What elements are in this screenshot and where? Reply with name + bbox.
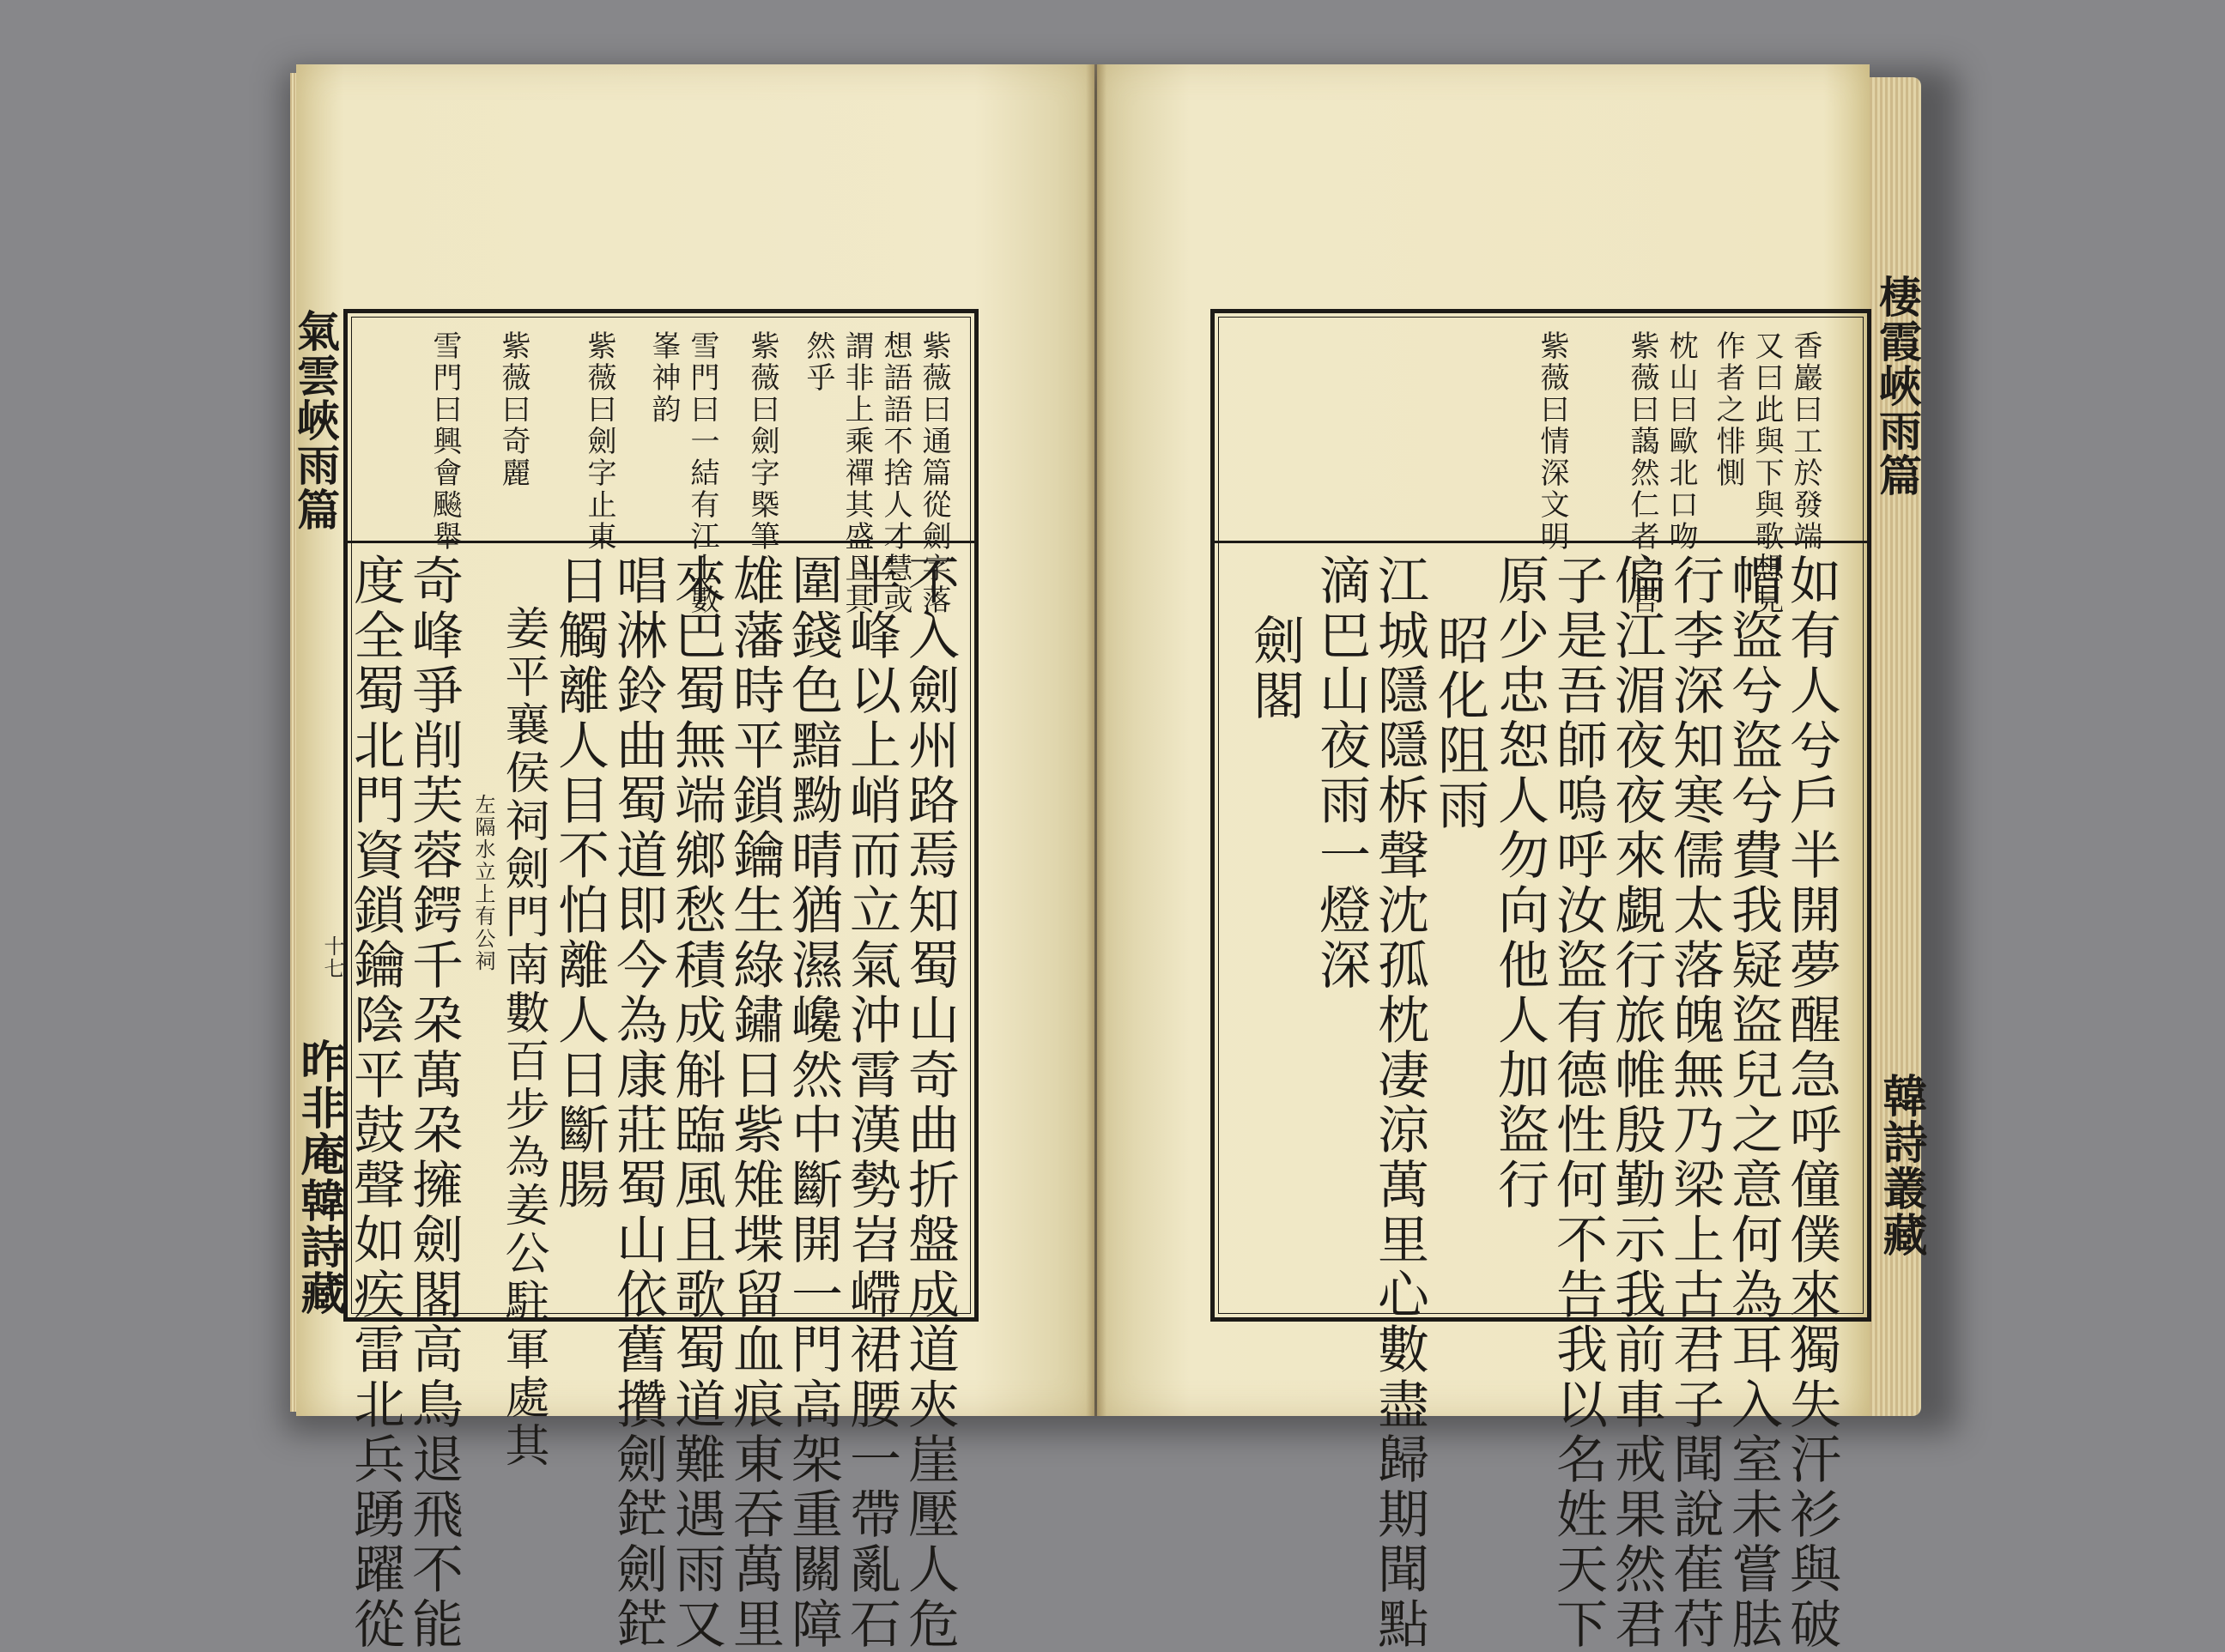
right-note: 紫薇曰藹然仁者之言 [1625, 330, 1659, 616]
right-text-line: 江城隱隱柝聲沈孤枕凄涼萬里心數盡歸期聞點 [1369, 554, 1429, 1652]
left-text-line: 雄藩時平鎖鑰生綠鏽日紫雉堞留血痕東吞萬里 [724, 554, 785, 1652]
left-note: 紫薇曰通篇從劍字落 [917, 330, 951, 616]
left-text-line: 不入劍州路焉知蜀山奇曲折盤成道夾崖壓人危 [900, 554, 960, 1652]
left-text-line: 左隔水立上有公祠 [471, 794, 495, 972]
right-note: 枕山曰歐北口吻 [1664, 330, 1698, 553]
right-text-line: 帽盜兮盜兮費我疑盜兒之意何為耳入室未嘗胠 [1723, 554, 1783, 1652]
right-page-frame [1210, 309, 1871, 1652]
left-text-line: 唱淋鈴曲蜀道即今為康莊蜀山依舊攢劍鋩劍鋩 [608, 554, 668, 1652]
left-note: 雪門曰興會飈舉 [427, 330, 462, 553]
right-note: 又曰此與下與歌想見 [1749, 330, 1784, 616]
right-page-title: 棲霞峽雨篇 [1872, 275, 1923, 498]
right-note: 香巖曰工於發端 [1788, 330, 1822, 553]
folio-number: 十七 [320, 935, 344, 980]
left-text-line: 姜平襄侯祠劍門南數百步為姜公駐軍處其 [497, 605, 549, 1470]
right-spine-label: 韓詩叢藏 [1875, 1073, 1927, 1258]
left-text-line: 來巴蜀無端鄉愁積成斛臨風且歌蜀道難遇雨又 [666, 554, 726, 1652]
right-text-line: 子是吾師嗚呼汝盜有德性何不告我以名姓天下 [1548, 554, 1608, 1652]
left-spine-label: 昨非庵韓詩藏 [293, 1038, 345, 1316]
left-note: 想語語不捨人才慧或 [878, 330, 912, 616]
left-note: 紫薇曰劍字止東 [582, 330, 616, 553]
left-text-line: 奇峰爭削芙蓉鍔千朶萬朶擁劍閣高鳥退飛不能 [403, 554, 464, 1652]
left-page-title: 氣雲峽雨篇 [290, 309, 341, 532]
right-text-line: 原少忠恕人勿向他人加盜行 [1489, 554, 1549, 1213]
right-note: 作者之悱惻 [1711, 330, 1745, 489]
left-note: 紫薇曰奇麗 [496, 330, 530, 489]
right-text-line: 滴巴山夜雨一燈深 [1311, 554, 1371, 993]
right-poem-title: 昭化阻雨 [1429, 614, 1489, 833]
left-text-line: 日觸離人目不怕離人日斷腸 [549, 554, 609, 1213]
right-note: 紫薇曰情深文明 [1535, 330, 1569, 553]
left-text-line: 半峰以上峭而立氣沖霄漢勢岧嵽裙腰一帶亂石 [841, 554, 901, 1652]
right-poem-title: 劍閣 [1245, 614, 1305, 723]
right-text-line: 偏江湄夜夜來覷行旅帷殷勤示我前車戒果然君 [1606, 554, 1666, 1652]
left-text-line: 圍錢色黯黝晴猶濕巉然中斷開一門高架重關障 [783, 554, 843, 1652]
right-text-line: 如有人兮戶半開夢醒急呼僮僕來獨失汗衫與破 [1781, 554, 1841, 1652]
right-text-line: 行李深知寒儒太落魄無乃梁上古君子聞說萑苻 [1664, 554, 1725, 1652]
left-note: 然乎 [801, 330, 835, 394]
left-note: 謂非上乘禪其盛且其 [840, 330, 874, 616]
book-gutter [1086, 64, 1106, 1416]
left-note: 峯神韵 [646, 330, 681, 426]
left-note: 紫薇曰劍字槩筆 [745, 330, 779, 553]
left-text-line: 度全蜀北門資鎖鑰陰平鼓聲如疾雷北兵踴躍從 [345, 554, 405, 1652]
left-note: 雪門曰一結有江上數 [685, 330, 719, 616]
left-page-frame [343, 309, 979, 1652]
